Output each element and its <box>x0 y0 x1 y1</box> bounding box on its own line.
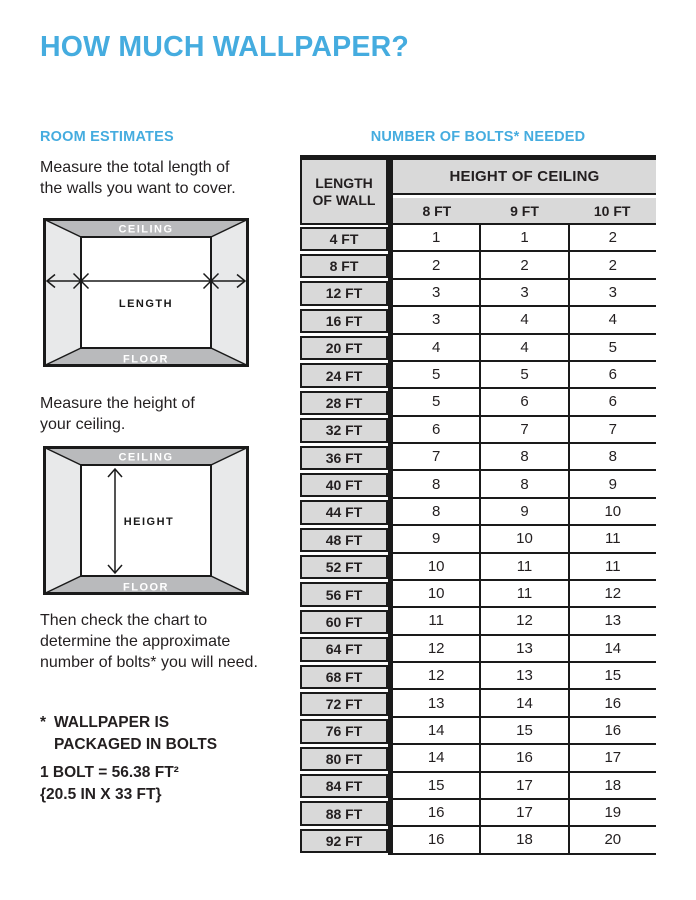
bolt-count-cell: 5 <box>393 362 479 389</box>
table-row <box>300 554 656 581</box>
bolt-count-cell: 19 <box>568 800 656 827</box>
check-chart-paragraph <box>40 610 258 673</box>
bolt-count-cell: 5 <box>479 362 567 389</box>
wall-length-label: 40 FT <box>300 473 388 497</box>
bolt-count-cell: 13 <box>393 690 479 717</box>
bolt-count-cell: 10 <box>479 526 567 553</box>
bolt-count-cell: 3 <box>479 280 567 307</box>
wall-length-label: 80 FT <box>300 747 388 771</box>
bolt-count-cell: 15 <box>479 718 567 745</box>
bolt-count-cell: 9 <box>568 471 656 498</box>
paragraph-line: Then check the chart to <box>40 612 208 629</box>
wall-length-label: 84 FT <box>300 774 388 798</box>
bolt-count-cell: 3 <box>568 280 656 307</box>
wall-length-label: 28 FT <box>300 391 388 415</box>
wall-length-label: 68 FT <box>300 665 388 689</box>
bolts-table <box>300 155 656 855</box>
bolt-count-cell: 12 <box>393 663 479 690</box>
height-label: HEIGHT <box>123 516 175 528</box>
bolt-count-cell: 13 <box>479 663 567 690</box>
floor-label: FLOOR <box>123 353 169 366</box>
bolt-count-cell: 11 <box>479 581 567 608</box>
bolt-count-cell: 13 <box>568 608 656 635</box>
room-back-wall <box>81 237 211 348</box>
bolt-count-cell: 16 <box>568 718 656 745</box>
table-row <box>300 362 656 389</box>
table-row <box>300 252 656 279</box>
measure-length-paragraph <box>40 157 236 199</box>
wall-length-label: 48 FT <box>300 528 388 552</box>
paragraph-line: number of bolts* you will need. <box>40 654 258 671</box>
footnote-line: WALLPAPER IS <box>54 714 170 731</box>
bolt-dimensions: {20.5 IN X 33 FT} <box>40 786 162 803</box>
bolt-count-cell: 11 <box>568 554 656 581</box>
table-row <box>300 608 656 635</box>
ceiling-label: CEILING <box>118 223 174 236</box>
bolt-count-cell: 8 <box>393 471 479 498</box>
table-row <box>300 307 656 334</box>
bolt-count-cell: 1 <box>479 225 567 252</box>
bolt-count-cell: 4 <box>479 307 567 334</box>
bolt-count-cell: 6 <box>479 389 567 416</box>
wall-length-label: 24 FT <box>300 363 388 387</box>
room-estimates-heading: ROOM ESTIMATES <box>40 129 174 145</box>
room-height-diagram <box>43 446 249 595</box>
table-body <box>300 225 656 855</box>
wall-length-label: 88 FT <box>300 801 388 825</box>
bolt-count-cell: 20 <box>568 827 656 854</box>
col-header-8ft: 8 FT <box>422 202 452 219</box>
bolt-count-cell: 2 <box>568 252 656 279</box>
paragraph-line: your ceiling. <box>40 416 126 433</box>
table-row <box>300 663 656 690</box>
table-row <box>300 471 656 498</box>
measure-height-paragraph <box>40 393 195 435</box>
wall-length-label: 8 FT <box>300 254 388 278</box>
bolt-count-cell: 18 <box>568 773 656 800</box>
wall-length-label: 32 FT <box>300 418 388 442</box>
bolt-count-cell: 5 <box>393 389 479 416</box>
bolts-needed-heading: NUMBER OF BOLTS* NEEDED <box>370 129 586 145</box>
bolt-count-cell: 11 <box>568 526 656 553</box>
wall-length-label: 44 FT <box>300 500 388 524</box>
length-label: LENGTH <box>118 298 174 310</box>
bolt-count-cell: 17 <box>479 773 567 800</box>
room-length-diagram <box>43 218 249 367</box>
bolt-count-cell: 1 <box>393 225 479 252</box>
paragraph-line: Measure the total length of <box>40 159 230 176</box>
bolt-count-cell: 6 <box>568 389 656 416</box>
bolt-count-cell: 18 <box>479 827 567 854</box>
bolt-count-cell: 16 <box>479 745 567 772</box>
bolt-count-cell: 12 <box>479 608 567 635</box>
bolt-count-cell: 13 <box>479 636 567 663</box>
wall-length-label: 92 FT <box>300 829 388 853</box>
bolt-count-cell: 8 <box>568 444 656 471</box>
bolt-count-cell: 4 <box>479 335 567 362</box>
bolt-count-cell: 5 <box>568 335 656 362</box>
table-row <box>300 827 656 854</box>
wallpaper-footnote <box>40 712 217 755</box>
wall-length-label: 72 FT <box>300 692 388 716</box>
wall-length-label: 20 FT <box>300 336 388 360</box>
bolt-count-cell: 3 <box>393 307 479 334</box>
table-row <box>300 745 656 772</box>
bolt-count-cell: 4 <box>393 335 479 362</box>
wall-length-label: 16 FT <box>300 309 388 333</box>
table-row <box>300 499 656 526</box>
table-row <box>300 417 656 444</box>
ceiling-height-columns <box>393 198 656 225</box>
paragraph-line: the walls you want to cover. <box>40 180 236 197</box>
floor-label: FLOOR <box>123 581 169 594</box>
bolt-count-cell: 4 <box>568 307 656 334</box>
table-row <box>300 718 656 745</box>
bolt-count-cell: 15 <box>568 663 656 690</box>
bolt-equation: 1 BOLT = 56.38 FT² <box>40 764 179 781</box>
table-row <box>300 690 656 717</box>
bolt-count-cell: 10 <box>568 499 656 526</box>
bolt-count-cell: 10 <box>393 581 479 608</box>
bolt-count-cell: 14 <box>479 690 567 717</box>
wall-length-label: 4 FT <box>300 227 388 251</box>
table-row <box>300 335 656 362</box>
bolt-count-cell: 3 <box>393 280 479 307</box>
col-header-10ft: 10 FT <box>593 202 631 219</box>
paragraph-line: Measure the height of <box>40 395 195 412</box>
paragraph-line: determine the approximate <box>40 633 231 650</box>
bolt-count-cell: 16 <box>393 800 479 827</box>
table-row <box>300 773 656 800</box>
bolt-count-cell: 14 <box>393 718 479 745</box>
bolt-count-cell: 8 <box>479 444 567 471</box>
col-header-9ft: 9 FT <box>510 202 539 219</box>
bolt-count-cell: 7 <box>568 417 656 444</box>
bolt-count-cell: 15 <box>393 773 479 800</box>
footnote-line: PACKAGED IN BOLTS <box>54 735 218 753</box>
bolt-count-cell: 2 <box>393 252 479 279</box>
bolt-count-cell: 9 <box>479 499 567 526</box>
bolt-count-cell: 14 <box>393 745 479 772</box>
table-header <box>300 160 656 225</box>
table-row <box>300 444 656 471</box>
bolt-count-cell: 12 <box>568 581 656 608</box>
bolt-count-cell: 2 <box>568 225 656 252</box>
bolt-count-cell: 17 <box>479 800 567 827</box>
table-row <box>300 581 656 608</box>
bolt-count-cell: 7 <box>393 444 479 471</box>
table-row <box>300 389 656 416</box>
ceiling-label: CEILING <box>118 451 174 464</box>
wall-length-label: 64 FT <box>300 637 388 661</box>
bolt-count-cell: 16 <box>568 690 656 717</box>
bolt-count-cell: 10 <box>393 554 479 581</box>
bolt-count-cell: 9 <box>393 526 479 553</box>
table-row <box>300 800 656 827</box>
bolt-size-info <box>40 762 179 806</box>
wall-length-label: 56 FT <box>300 582 388 606</box>
table-row <box>300 225 656 252</box>
wall-length-label: 12 FT <box>300 281 388 305</box>
table-thick-divider <box>388 155 393 855</box>
asterisk: * <box>40 714 47 731</box>
length-of-wall-header: LENGTH OF WALL <box>300 160 388 225</box>
bolt-count-cell: 11 <box>393 608 479 635</box>
bolt-count-cell: 7 <box>479 417 567 444</box>
wall-length-label: 60 FT <box>300 610 388 634</box>
bolt-count-cell: 14 <box>568 636 656 663</box>
bolt-count-cell: 17 <box>568 745 656 772</box>
bolt-count-cell: 8 <box>393 499 479 526</box>
page-title: HOW MUCH WALLPAPER? <box>40 31 409 63</box>
table-row <box>300 526 656 553</box>
table-row <box>300 280 656 307</box>
table-row <box>300 636 656 663</box>
bolt-count-cell: 11 <box>479 554 567 581</box>
bolt-count-cell: 12 <box>393 636 479 663</box>
bolt-count-cell: 6 <box>568 362 656 389</box>
bolt-count-cell: 2 <box>479 252 567 279</box>
height-of-ceiling-header: HEIGHT OF CEILING <box>393 160 656 195</box>
wall-length-label: 76 FT <box>300 719 388 743</box>
wall-length-label: 52 FT <box>300 555 388 579</box>
bolt-count-cell: 6 <box>393 417 479 444</box>
wall-length-label: 36 FT <box>300 446 388 470</box>
bolt-count-cell: 8 <box>479 471 567 498</box>
bolt-count-cell: 16 <box>393 827 479 854</box>
